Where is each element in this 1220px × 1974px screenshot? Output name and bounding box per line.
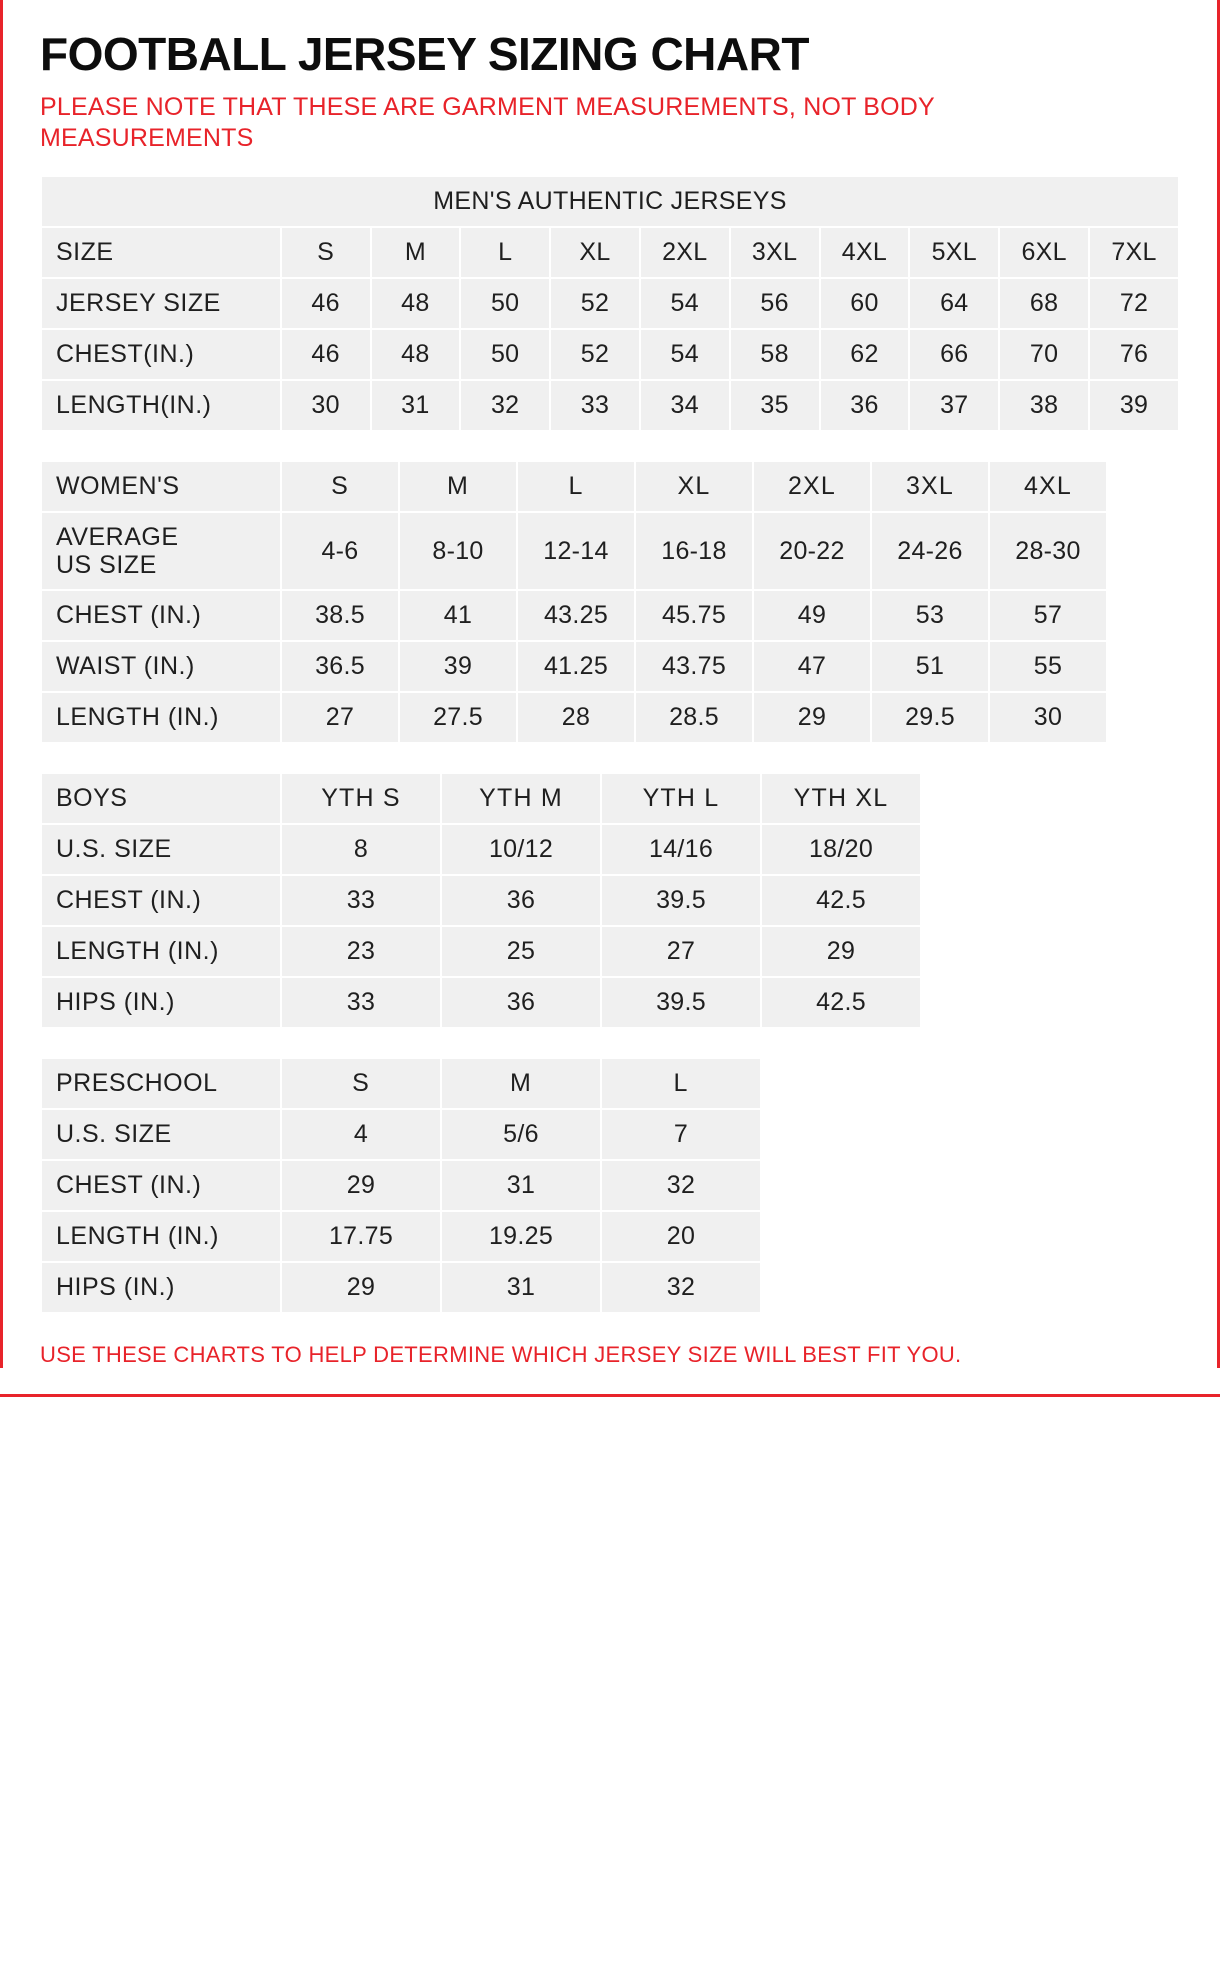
cell: 60 [820,278,910,329]
mens-col-s: S [281,227,371,278]
table-row [41,590,1107,641]
womens-col-3xl: 3XL [871,461,989,512]
womens-column-header-row [41,461,1107,512]
womens-col-m: M [399,461,517,512]
womens-col-l: L [517,461,635,512]
womens-row-label-length: LENGTH (IN.) [41,692,281,743]
cell: 66 [909,329,999,380]
table-row [41,875,921,926]
preschool-table-heading: PRESCHOOL [41,1058,281,1109]
bottom-accent-rule [0,1394,1220,1397]
cell: 35 [730,380,820,431]
mens-col-3xl: 3XL [730,227,820,278]
cell: 42.5 [761,875,921,926]
cell: 38 [999,380,1089,431]
mens-col-m: M [371,227,461,278]
womens-row-label-average-us-size [41,512,281,590]
cell: 51 [871,641,989,692]
cell: 48 [371,278,461,329]
cell: 29 [281,1262,441,1313]
preschool-jerseys-table [40,1057,762,1314]
cell: 50 [460,278,550,329]
cell: 28 [517,692,635,743]
womens-col-4xl: 4XL [989,461,1107,512]
cell: 53 [871,590,989,641]
boys-col-yth-s: YTH S [281,773,441,824]
boys-row-label-hips: HIPS (IN.) [41,977,281,1028]
cell: 31 [441,1160,601,1211]
table-row [41,380,1179,431]
preschool-row-label-chest: CHEST (IN.) [41,1160,281,1211]
mens-col-4xl: 4XL [820,227,910,278]
cell: 55 [989,641,1107,692]
mens-col-l: L [460,227,550,278]
cell: 52 [550,329,640,380]
mens-table-heading-row [41,176,1179,227]
cell: 36.5 [281,641,399,692]
boys-col-yth-l: YTH L [601,773,761,824]
cell: 20 [601,1211,761,1262]
cell: 38.5 [281,590,399,641]
cell: 70 [999,329,1089,380]
cell: 16-18 [635,512,753,590]
cell: 50 [460,329,550,380]
cell: 52 [550,278,640,329]
boys-jerseys-table [40,772,922,1029]
boys-row-label-us-size: U.S. SIZE [41,824,281,875]
cell: 36 [441,875,601,926]
boys-column-header-row [41,773,921,824]
mens-authentic-jerseys-table [40,175,1180,432]
preschool-col-l: L [601,1058,761,1109]
womens-col-xl: XL [635,461,753,512]
cell: 32 [460,380,550,431]
cell: 33 [281,875,441,926]
cell: 27.5 [399,692,517,743]
table-row [41,1211,761,1262]
cell: 47 [753,641,871,692]
cell: 7 [601,1109,761,1160]
boys-table-heading: BOYS [41,773,281,824]
cell: 24-26 [871,512,989,590]
preschool-col-m: M [441,1058,601,1109]
label-line-2: US SIZE [56,551,157,580]
cell: 23 [281,926,441,977]
cell: 28.5 [635,692,753,743]
cell: 41.25 [517,641,635,692]
cell: 46 [281,329,371,380]
cell: 62 [820,329,910,380]
cell: 31 [441,1262,601,1313]
womens-row-label-chest: CHEST (IN.) [41,590,281,641]
cell: 32 [601,1160,761,1211]
table-row [41,926,921,977]
cell: 39.5 [601,875,761,926]
left-accent-rule [0,0,3,1368]
cell: 12-14 [517,512,635,590]
cell: 64 [909,278,999,329]
cell: 49 [753,590,871,641]
womens-col-s: S [281,461,399,512]
cell: 10/12 [441,824,601,875]
preschool-col-s: S [281,1058,441,1109]
cell: 33 [550,380,640,431]
cell: 20-22 [753,512,871,590]
mens-col-size: SIZE [41,227,281,278]
cell: 27 [601,926,761,977]
cell: 72 [1089,278,1179,329]
cell: 8 [281,824,441,875]
womens-jerseys-table [40,460,1108,744]
boys-row-label-chest: CHEST (IN.) [41,875,281,926]
womens-row-label-waist: WAIST (IN.) [41,641,281,692]
cell: 4 [281,1109,441,1160]
cell: 56 [730,278,820,329]
cell: 8-10 [399,512,517,590]
cell: 30 [281,380,371,431]
cell: 46 [281,278,371,329]
cell: 36 [441,977,601,1028]
footer-note: USE THESE CHARTS TO HELP DETERMINE WHICH JERSEY SIZE WILL BEST FIT YOU. [40,1342,962,1368]
mens-col-6xl: 6XL [999,227,1089,278]
boys-col-yth-m: YTH M [441,773,601,824]
mens-row-label-length: LENGTH(IN.) [41,380,281,431]
cell: 27 [281,692,399,743]
cell: 45.75 [635,590,753,641]
cell: 54 [640,278,730,329]
mens-row-label-jersey-size: JERSEY SIZE [41,278,281,329]
cell: 17.75 [281,1211,441,1262]
garment-measurement-note: PLEASE NOTE THAT THESE ARE GARMENT MEASUREMENTS, NOT BODY MEASUREMENTS [40,93,935,152]
label-line-1: AVERAGE [56,523,179,552]
mens-col-5xl: 5XL [909,227,999,278]
cell: 33 [281,977,441,1028]
cell: 31 [371,380,461,431]
table-row [41,512,1107,590]
cell: 42.5 [761,977,921,1028]
cell: 41 [399,590,517,641]
table-row [41,1109,761,1160]
mens-table-heading: MEN'S AUTHENTIC JERSEYS [41,176,1179,227]
cell: 57 [989,590,1107,641]
womens-col-2xl: 2XL [753,461,871,512]
cell: 58 [730,329,820,380]
cell: 36 [820,380,910,431]
table-row [41,278,1179,329]
cell: 29 [281,1160,441,1211]
womens-table-heading: WOMEN'S [41,461,281,512]
cell: 48 [371,329,461,380]
cell: 30 [989,692,1107,743]
preschool-column-header-row [41,1058,761,1109]
table-row [41,1262,761,1313]
mens-col-xl: XL [550,227,640,278]
cell: 25 [441,926,601,977]
cell: 76 [1089,329,1179,380]
mens-col-2xl: 2XL [640,227,730,278]
cell: 19.25 [441,1211,601,1262]
cell: 18/20 [761,824,921,875]
preschool-row-label-hips: HIPS (IN.) [41,1262,281,1313]
table-row [41,1160,761,1211]
cell: 39.5 [601,977,761,1028]
mens-row-label-chest: CHEST(IN.) [41,329,281,380]
mens-column-header-row [41,227,1179,278]
mens-col-7xl: 7XL [1089,227,1179,278]
cell: 39 [1089,380,1179,431]
cell: 5/6 [441,1109,601,1160]
table-row [41,977,921,1028]
cell: 34 [640,380,730,431]
cell: 28-30 [989,512,1107,590]
cell: 43.75 [635,641,753,692]
cell: 39 [399,641,517,692]
table-row [41,824,921,875]
cell: 68 [999,278,1089,329]
cell: 54 [640,329,730,380]
boys-row-label-length: LENGTH (IN.) [41,926,281,977]
boys-col-yth-xl: YTH XL [761,773,921,824]
cell: 29 [761,926,921,977]
cell: 14/16 [601,824,761,875]
cell: 43.25 [517,590,635,641]
preschool-row-label-us-size: U.S. SIZE [41,1109,281,1160]
cell: 4-6 [281,512,399,590]
table-row [41,329,1179,380]
table-row [41,692,1107,743]
cell: 37 [909,380,999,431]
preschool-row-label-length: LENGTH (IN.) [41,1211,281,1262]
cell: 29 [753,692,871,743]
cell: 29.5 [871,692,989,743]
cell: 32 [601,1262,761,1313]
page-title: FOOTBALL JERSEY SIZING CHART [40,28,809,80]
table-row [41,641,1107,692]
